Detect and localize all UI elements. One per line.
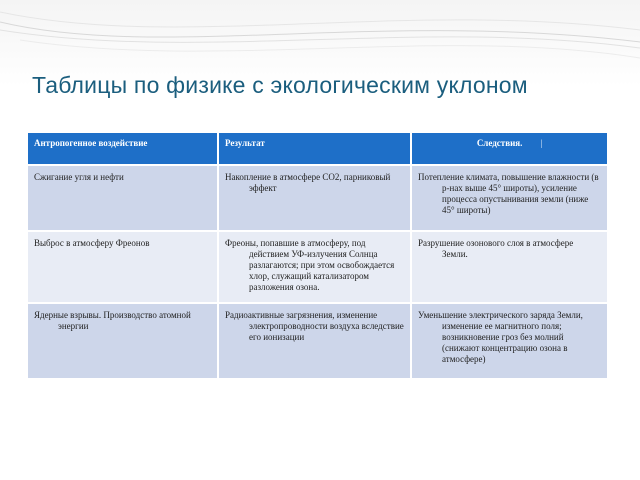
table-cell: Радиоактивные загрязнения, изменение электропроводности воздуха вследствие его ионизации	[218, 303, 411, 379]
table-cell: Фреоны, попавшие в атмосферу, под действием УФ-излучения Солнца разлагаются; при этом освобождается хлор, служащий катализатором разложения озона.	[218, 231, 411, 303]
table-row	[28, 303, 608, 379]
header-impact: Антропогенное воздействие	[28, 133, 218, 165]
header-result: Результат	[218, 133, 411, 165]
table-row	[28, 165, 608, 231]
table-cell: Уменьшение электрического заряда Земли, изменение ее магнитного поля; возникновение гроз без молний (снижают концентрацию озона в атмосфере)	[411, 303, 608, 379]
table-cell: Ядерные взрывы. Производство атомной энергии	[28, 303, 218, 379]
header-consequences	[411, 133, 608, 165]
slide-title: Таблицы по физике с экологическим уклоном	[32, 72, 528, 98]
table-cell: Разрушение озонового слоя в атмосфере Земли.	[411, 231, 608, 303]
table-header-row	[28, 133, 608, 165]
table-cell: Сжигание угля и нефти	[28, 165, 218, 231]
text-cursor: |	[540, 138, 543, 148]
table-cell: Выброс в атмосферу Фреонов	[28, 231, 218, 303]
decorative-waves	[0, 0, 640, 70]
table-row	[28, 231, 608, 303]
header-consequences-label: Следствия.	[476, 138, 523, 148]
table-cell: Потепление климата, повышение влажности (в р-нах выше 45° широты), усиление процесса опустынивания земли (ниже 45° широты)	[411, 165, 608, 231]
table-cell: Накопление в атмосфере СО2, парниковый эффект	[218, 165, 411, 231]
ecology-table	[28, 133, 609, 380]
